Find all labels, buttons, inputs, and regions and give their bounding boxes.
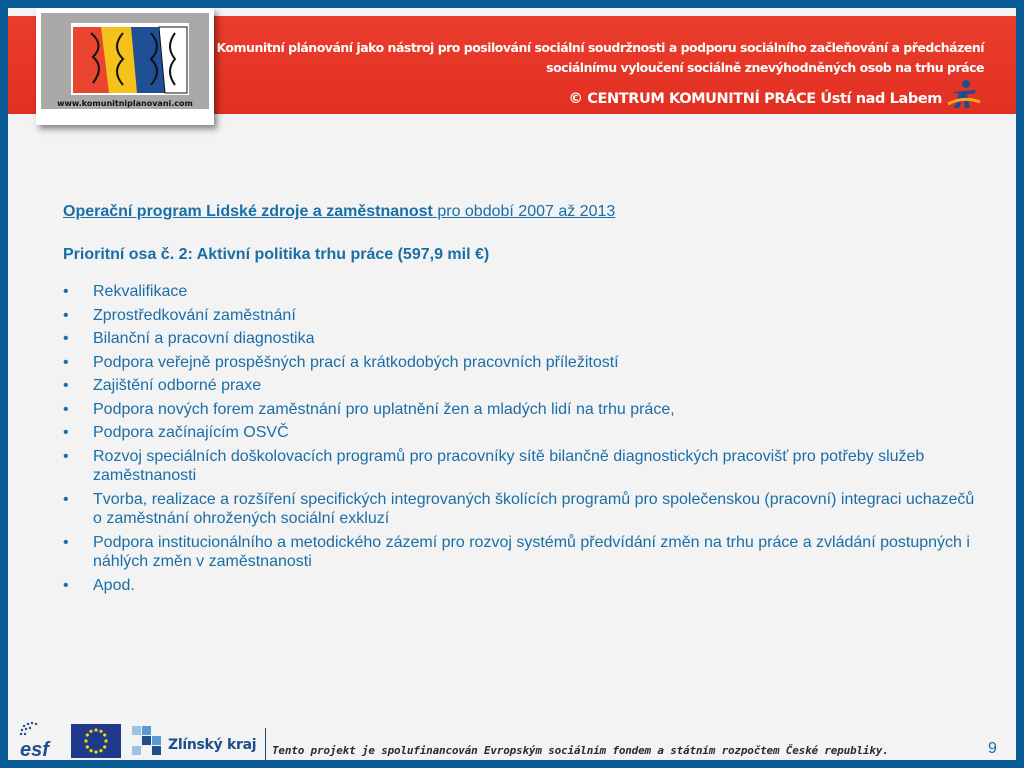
- bullet-icon: •: [63, 533, 69, 551]
- bullet-text: Podpora nových forem zaměstnání pro uplatnění žen a mladých lidí na trhu práce,: [93, 400, 675, 418]
- footer-funding-note: Tento projekt je spolufinancován Evropským sociálním fondem a státním rozpočtem České republiky.: [272, 744, 889, 757]
- bullet-text: Rekvalifikace: [93, 283, 188, 300]
- list-item: [63, 400, 983, 420]
- bullet-list: [63, 282, 983, 595]
- bullet-icon: •: [63, 330, 69, 347]
- header-title-line-2: sociálnímu vyloučení sociálně znevýhodněných osob na trhu práce: [546, 60, 984, 75]
- bullet-text: Zajištění odborné praxe: [93, 377, 262, 394]
- bullet-text: Bilanční a pracovní diagnostika: [93, 330, 315, 347]
- zlinsky-kraj-logo: [132, 726, 166, 756]
- title-rest: pro období 2007 až 2013: [432, 203, 616, 220]
- list-item: [63, 353, 983, 373]
- footer: [8, 718, 1016, 760]
- list-item: [63, 423, 983, 443]
- footer-divider: [265, 728, 266, 760]
- list-item: [63, 447, 983, 486]
- bullet-text: Rozvoj speciálních doškolovacích programů pro pracovníky sítě bilančně diagnostických pracovišť pro potřeby služeb zaměstnanosti: [93, 447, 925, 484]
- page-number: 9: [988, 740, 997, 757]
- logo-url: www.komunitniplanovani.com: [57, 99, 193, 108]
- list-item: [63, 282, 983, 302]
- list-item: [63, 576, 983, 596]
- bullet-icon: •: [63, 490, 69, 508]
- faces-illustration: [71, 23, 189, 95]
- ckp-person-icon: [946, 78, 982, 110]
- esf-logo: [18, 720, 62, 760]
- header-copyright: © CENTRUM KOMUNITNÍ PRÁCE Ústí nad Labem: [568, 91, 942, 107]
- bullet-text: Podpora veřejně prospěšných prací a krátkodobých pracovních příležitostí: [93, 353, 619, 371]
- slide-subtitle: Prioritní osa č. 2: Aktivní politika trhu práce (597,9 mil €): [63, 246, 490, 263]
- bullet-icon: •: [63, 424, 69, 441]
- list-item: [63, 490, 983, 529]
- bullet-icon: •: [63, 377, 69, 394]
- list-item: [63, 306, 983, 326]
- list-item: [63, 533, 983, 572]
- list-item: [63, 329, 983, 349]
- esf-label: esf: [20, 739, 49, 760]
- slide-title: [63, 202, 983, 222]
- bullet-text: Podpora začínajícím OSVČ: [93, 424, 289, 441]
- bullet-icon: •: [63, 283, 69, 300]
- bullet-icon: •: [63, 576, 69, 594]
- bullet-text: Zprostředkování zaměstnání: [93, 306, 296, 324]
- region-label: Zlínský kraj: [168, 737, 257, 753]
- community-planning-logo: [36, 8, 214, 125]
- bullet-icon: •: [63, 400, 69, 418]
- bullet-icon: •: [63, 353, 69, 371]
- list-item: [63, 376, 983, 396]
- bullet-text: Podpora institucionálního a metodického zázemí pro rozvoj systémů předvídání změn na trhu práce a zvládání postupných i náhlých změn v zaměstnanosti: [93, 533, 970, 570]
- bullet-text: Apod.: [93, 576, 135, 594]
- main-content: [63, 202, 983, 599]
- bullet-icon: •: [63, 306, 69, 324]
- bullet-icon: •: [63, 447, 69, 465]
- slide: [8, 8, 1016, 760]
- title-bold: Operační program Lidské zdroje a zaměstnanost: [63, 203, 433, 220]
- eu-flag-icon: [71, 724, 121, 758]
- bullet-text: Tvorba, realizace a rozšíření specifických integrovaných školících programů pro společenskou (pracovní) integraci uchazečů o zaměstnání ohrožených sociální exkluzí: [93, 490, 975, 527]
- header-title-line-1: Komunitní plánování jako nástroj pro posilování sociální soudržnosti a podporu sociálního začleňování a předcházení: [216, 40, 984, 55]
